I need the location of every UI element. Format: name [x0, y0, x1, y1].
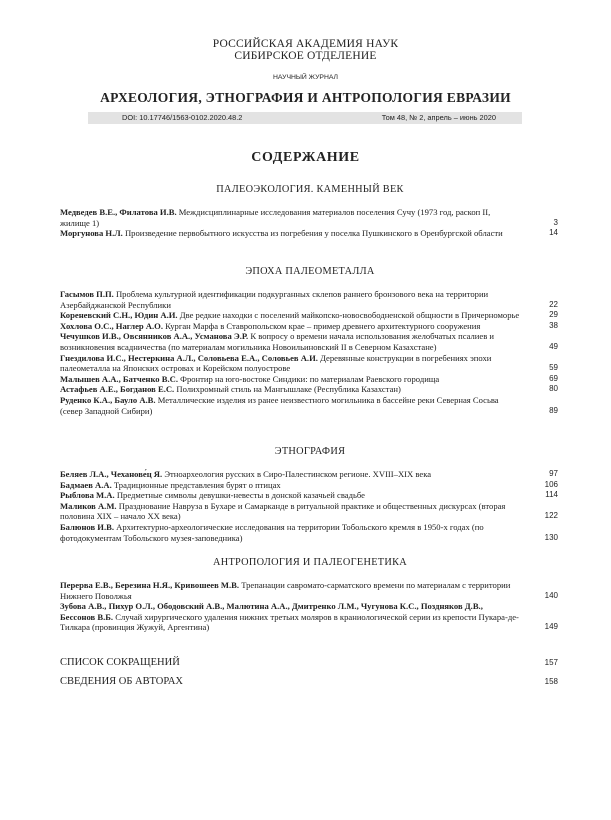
entry-title: Две редкие находки с поселений майкопско-новосвободненской общности в Причерноморье	[179, 310, 520, 321]
back-matter-title: СПИСОК СОКРАЩЕНИЙ	[60, 657, 180, 668]
toc-entry[interactable]	[60, 601, 560, 633]
entry-page: 114	[545, 490, 558, 500]
toc-entry[interactable]	[60, 469, 560, 480]
entry-page: 14	[549, 228, 558, 238]
entry-page: 89	[549, 405, 558, 415]
entry-page: 59	[549, 363, 558, 373]
toc-entry[interactable]	[60, 374, 560, 385]
toc-entry[interactable]	[60, 501, 560, 522]
entry-title: Проблема культурной идентификации подкурганных склепов раннего бронзового века на территории Азербайджанской Республики	[60, 289, 489, 310]
entry-title: Фронтир на юго-востоке Синдики: по материалам Раевского городища	[180, 373, 440, 384]
back-matter-title: СВЕДЕНИЯ ОБ АВТОРАХ	[60, 676, 183, 687]
entry-page: 97	[549, 469, 558, 478]
organization-line-2: СИБИРСКОЕ ОТДЕЛЕНИЕ	[234, 50, 377, 62]
entry-title: Деревянные конструкции в погребениях эпохи палеометалла на Японских островах и Корейском полуострове	[60, 352, 492, 374]
toc-entry[interactable]	[60, 353, 560, 374]
toc-entry-authors-info[interactable]	[60, 676, 560, 687]
entry-page: 22	[549, 299, 558, 309]
toc-entry[interactable]	[60, 289, 560, 310]
entry-authors: Гнездилова И.С., Нестеркина А.Л., Соловьева Е.А., Соловьев А.И.	[60, 352, 318, 363]
toc-entry-abbreviations[interactable]	[60, 657, 560, 668]
entry-page: 140	[544, 590, 558, 600]
entry-authors: Гасымов П.П.	[60, 289, 114, 299]
journal-title: АРХЕОЛОГИЯ, ЭТНОГРАФИЯ И АНТРОПОЛОГИЯ ЕВРАЗИИ	[100, 90, 511, 105]
entry-title: Архитектурно-археологические исследования на территории Тобольского кремля в 1950-х годах (по фотодокументам Тобольского музея-заповедника)	[60, 521, 484, 543]
entry-page: 122	[544, 511, 558, 521]
entry-page: 38	[549, 320, 558, 330]
toc-entry[interactable]	[60, 384, 560, 395]
entry-authors: Хохлова О.С., Наглер А.О.	[60, 320, 163, 331]
entry-title: Полихромный стиль на Мангышлаке (Республика Казахстан)	[176, 384, 401, 395]
entry-authors: Моргунова Н.Л.	[60, 228, 123, 239]
section-anthropology	[60, 557, 560, 633]
entry-title: Предметные символы девушки-невесты в донской казачьей свадьбе	[116, 490, 365, 501]
section-title: ЭТНОГРАФИЯ	[274, 446, 346, 457]
toc-entry[interactable]	[60, 331, 560, 352]
entry-authors: Руденко К.А., Бауло А.В.	[60, 394, 156, 405]
entry-page: 149	[544, 622, 558, 632]
doi-issue-bar	[88, 112, 522, 124]
entry-authors: Перерва Е.В., Березина Н.Я., Кривошеев М.В.	[60, 580, 240, 590]
entry-page: 69	[549, 373, 558, 383]
section-title: ЭПОХА ПАЛЕОМЕТАЛЛА	[245, 266, 375, 277]
entry-title: К вопросу о времени начала использования желобчатых псалиев и возникновения всадничества (по материалам могильника Новоильиновский II в Северном Казахстане)	[60, 331, 495, 352]
toc-entry[interactable]	[60, 228, 560, 239]
toc-entry[interactable]	[60, 321, 560, 332]
toc-entry[interactable]	[60, 395, 560, 416]
journal-type: НАУЧНЫЙ ЖУРНАЛ	[272, 74, 339, 81]
organization-line-1: РОССИЙСКАЯ АКАДЕМИЯ НАУК	[212, 38, 399, 50]
toc-entry[interactable]	[60, 207, 560, 228]
entry-title: Этноархеология русских в Сиро-Палестинском регионе. XVIII–XIX века	[164, 469, 432, 479]
entry-title: Междисциплинарные исследования материалов поселения Сучу (1973 год, раскоп II, жилище 1)	[60, 207, 491, 228]
entry-title: Курган Марфа в Ставропольском крае – пример древнего архитектурного сооружения	[165, 320, 481, 331]
entry-page: 158	[544, 677, 558, 686]
entry-title: Произведение первобытного искусства из погребения у поселка Пушкинского в Оренбургской области	[124, 228, 503, 239]
entry-title: Традиционные представления бурят о птицах	[113, 479, 281, 490]
entry-title: Трепанации савромато-сарматского времени по материалам с территории Нижнего Поволжья	[60, 580, 511, 601]
entry-authors: Бадмаев А.А.	[60, 479, 112, 490]
section-title: ПАЛЕОЭКОЛОГИЯ. КАМЕННЫЙ ВЕК	[216, 184, 404, 195]
toc-entry[interactable]	[60, 480, 560, 491]
issue-info: Том 48, № 2, апрель – июнь 2020	[381, 113, 496, 122]
contents-heading: СОДЕРЖАНИЕ	[251, 150, 360, 165]
entry-authors: Чечушков И.В., Овсянников А.А., Усманова Э.Р.	[60, 331, 249, 342]
entry-page: 157	[544, 658, 558, 667]
entry-page: 29	[549, 310, 558, 320]
section-paleometal	[60, 266, 560, 416]
section-paleoecology	[60, 184, 560, 239]
entry-page: 3	[553, 217, 558, 227]
entry-page: 130	[544, 532, 558, 542]
entry-authors: Маликов А.М.	[60, 500, 117, 511]
entry-authors: Малышев А.А., Батченко В.С.	[60, 373, 178, 384]
section-ethnography	[60, 446, 560, 543]
entry-title: Празднование Навруза в Бухаре и Самарканде в ритуальной практике и общественных дискурсах (вторая половина XIX – начало XX века)	[60, 500, 506, 522]
toc-entry[interactable]	[60, 580, 560, 601]
section-title: АНТРОПОЛОГИЯ И ПАЛЕОГЕНЕТИКА	[212, 557, 408, 568]
entry-page: 80	[549, 384, 558, 394]
entry-authors: Кореневский С.Н., Юдин А.И.	[60, 310, 178, 321]
entry-page: 106	[544, 479, 558, 489]
entry-page: 49	[549, 341, 558, 351]
entry-authors: Медведев В.Е., Филатова И.В.	[60, 207, 177, 217]
toc-entry[interactable]	[60, 490, 560, 501]
toc-entry[interactable]	[60, 310, 560, 321]
entry-authors: Рыблова М.А.	[60, 490, 115, 501]
entry-title: Металлические изделия из ранее неизвестного могильника в бассейне реки Северная Сосьва (север Западной Сибири)	[60, 394, 499, 416]
entry-title: Случай хирургического удаления нижних третьих моляров в краниологической серии из крепости Пукара-де-Тилкара (провинция Жужуй, Аргентина)	[60, 611, 519, 633]
toc-entry[interactable]	[60, 522, 560, 543]
entry-authors: Астафьев А.Е., Богданов Е.С.	[60, 384, 175, 395]
doi: DOI: 10.17746/1563-0102.2020.48.2	[122, 113, 243, 122]
entry-authors: Балюнов И.В.	[60, 521, 114, 532]
entry-authors: Зубова А.В., Пихур О.Л., Ободовский А.В., Малютина А.А., Дмитренко Л.М., Чугунова К.С., Поздняков Д.В., Бессонов В.Б.	[60, 601, 483, 622]
entry-authors: Беляев Л.А., Чеханове́ц Я.	[60, 469, 163, 479]
